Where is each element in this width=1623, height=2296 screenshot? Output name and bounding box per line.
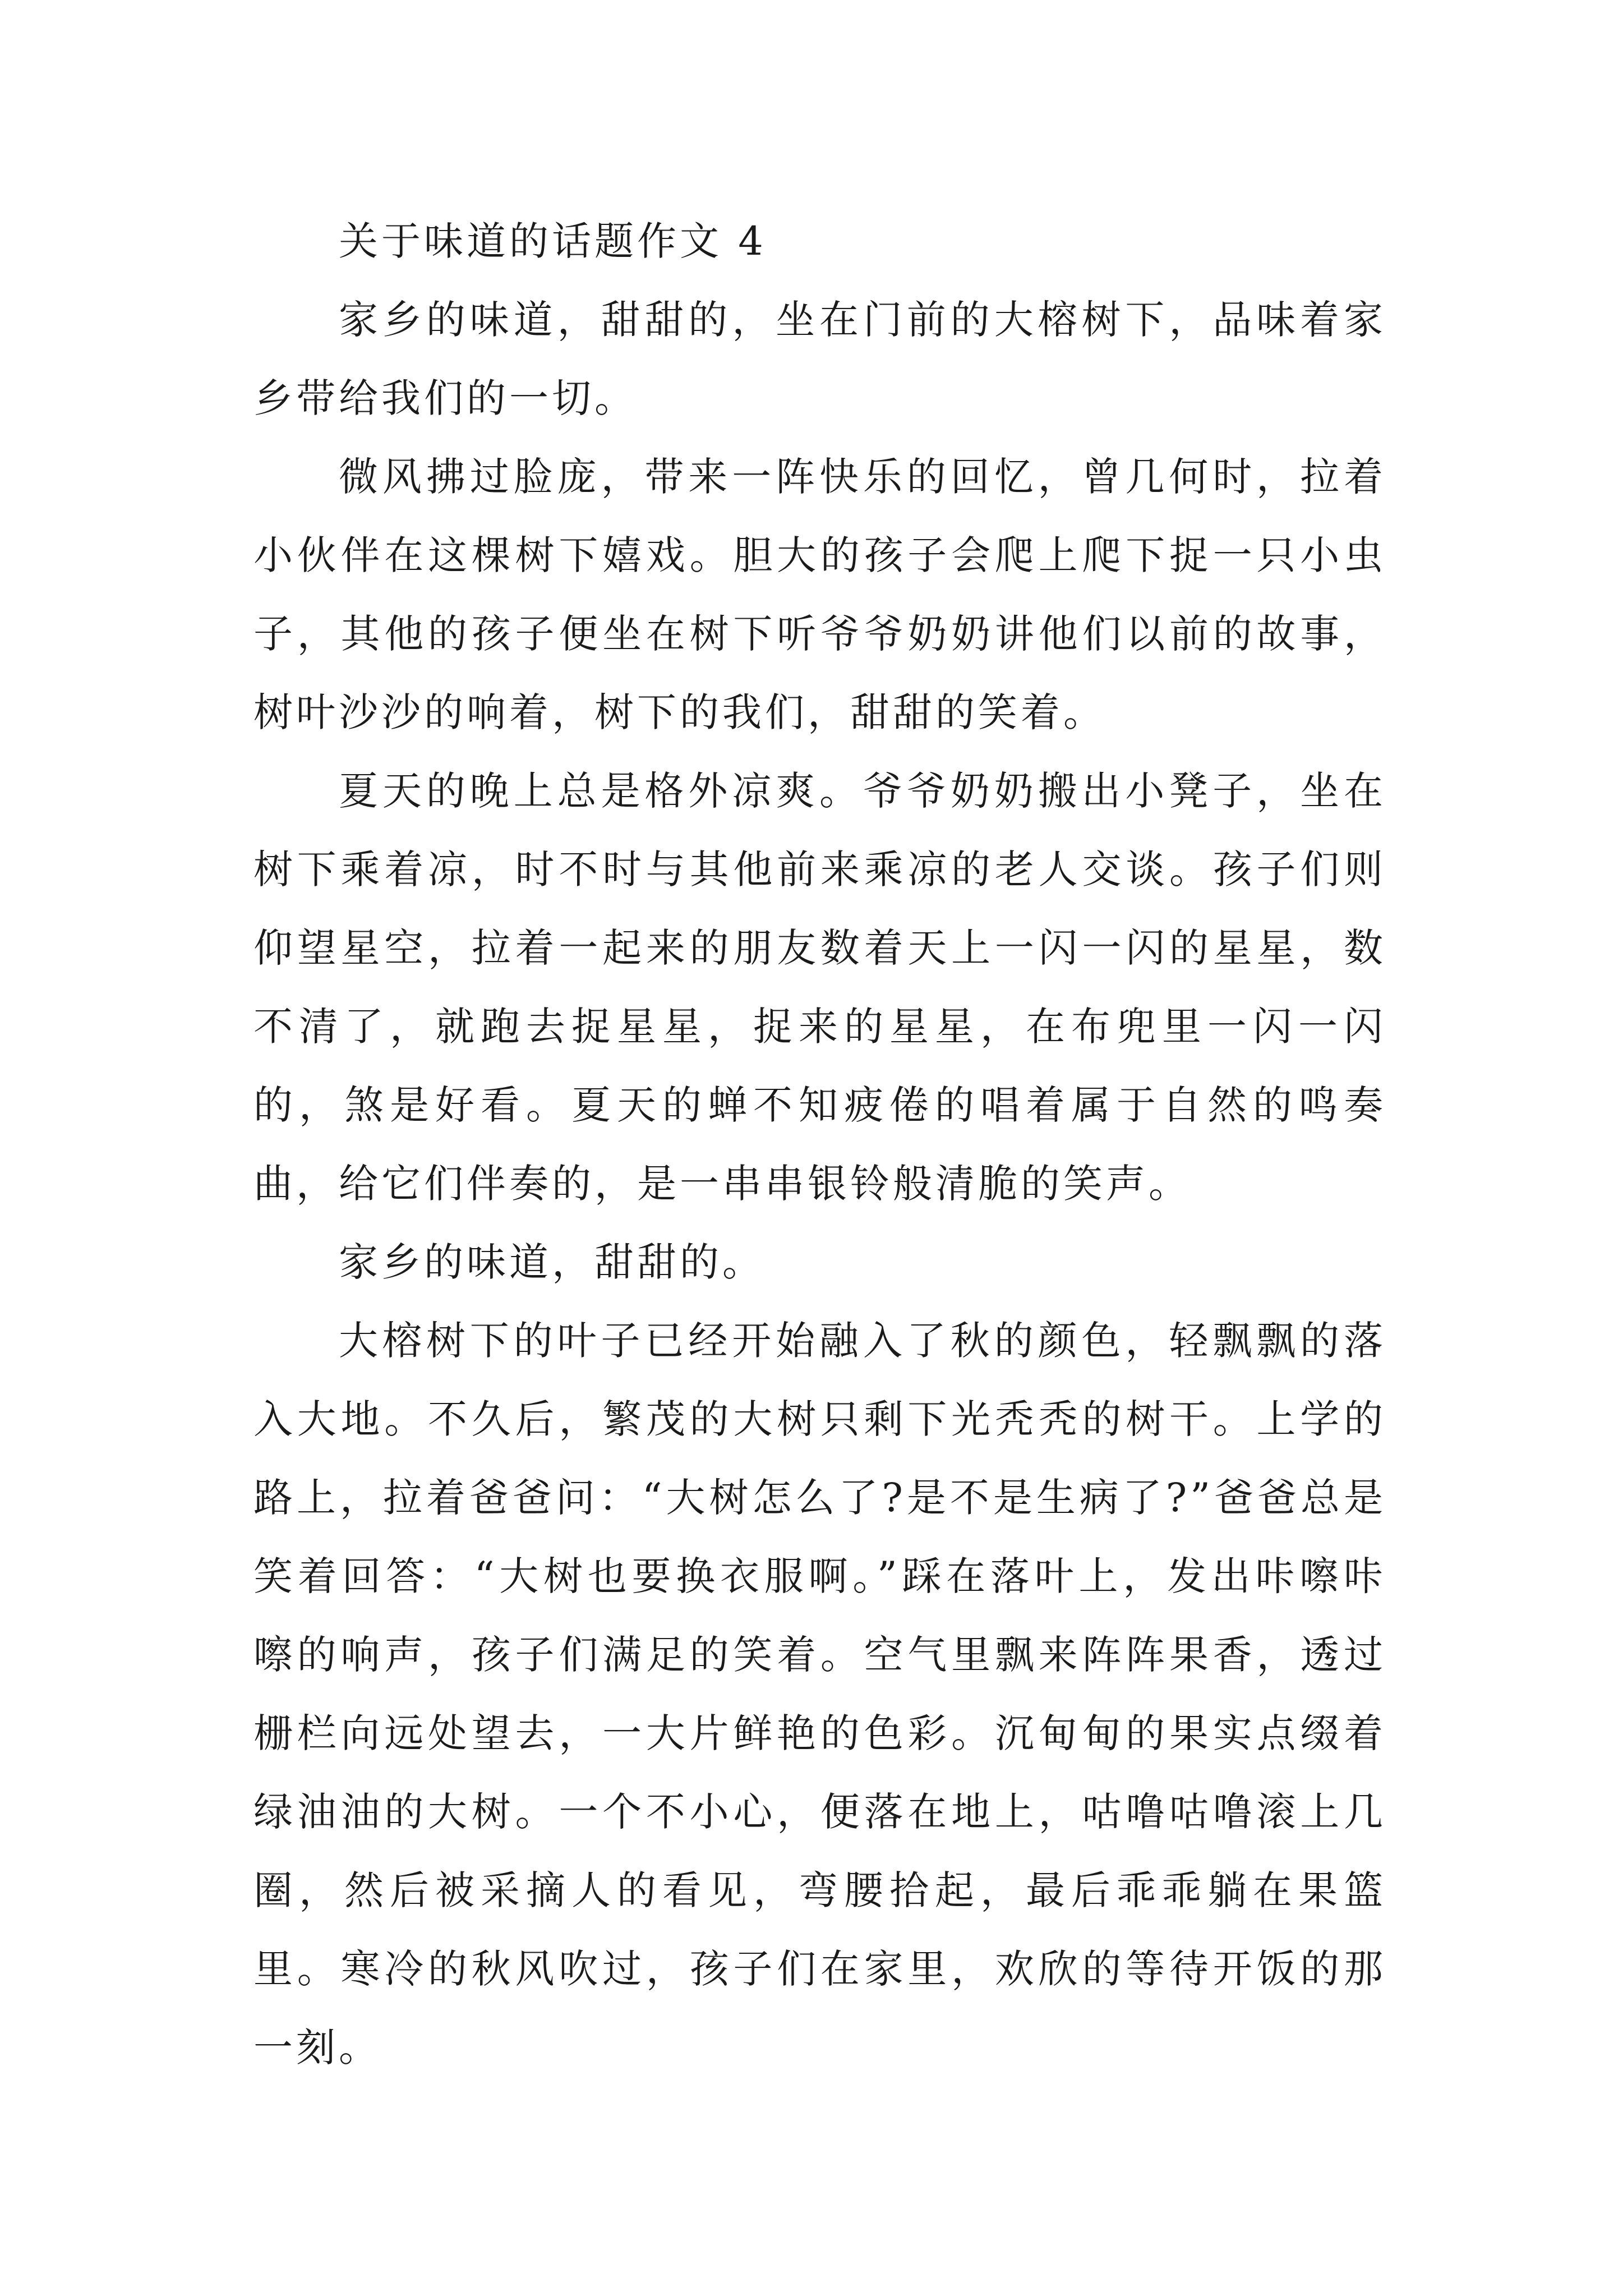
paragraph-3: 夏天的晚上总是格外凉爽。爷爷奶奶搬出小凳子，坐在树下乘着凉，时不时与其他前来乘凉的老人交谈。孩子们则仰望星空，拉着一起来的朋友数着天上一闪一闪的星星，数不清了，就跑去捉星星，捉来的星星，在布兜里一闪一闪的，煞是好看。夏天的蝉不知疲倦的唱着属于自然的鸣奏曲，给它们伴奏的，是一串串银铃般清脆的笑声。: [253, 768, 1386, 1207]
paragraph-2: 微风拂过脸庞，带来一阵快乐的回忆，曾几何时，拉着小伙伴在这棵树下嬉戏。胆大的孩子会爬上爬下捉一只小虫子，其他的孩子便坐在树下听爷爷奶奶讲他们以前的故事，树叶沙沙的响着，树下的我们，甜甜的笑着。: [253, 454, 1386, 735]
paragraph-5: 大榕树下的叶子已经开始融入了秋的颜色，轻飘飘的落入大地。不久后，繁茂的大树只剩下光秃秃的树干。上学的路上，拉着爸爸问：“大树怎么了?是不是生病了?”爸爸总是笑着回答：“大树也要换衣服啊。”踩在落叶上，发出咔嚓咔嚓的响声，孩子们满足的笑着。空气里飘来阵阵果香，透过栅栏向远处望去，一大片鲜艳的色彩。沉甸甸的果实点缀着绿油油的大树。一个不小心，便落在地上，咕噜咕噜滚上几圈，然后被采摘人的看见，弯腰拾起，最后乖乖躺在果篮里。寒冷的秋风吹过，孩子们在家里，欢欣的等待开饭的那一刻。: [253, 1318, 1386, 2070]
paragraph-1: 家乡的味道，甜甜的，坐在门前的大榕树下，品味着家乡带给我们的一切。: [253, 297, 1386, 421]
essay-title: 关于味道的话题作文 4: [339, 218, 767, 264]
document-body: [253, 202, 1386, 2087]
paragraph-4: 家乡的味道，甜甜的。: [339, 1239, 765, 1285]
